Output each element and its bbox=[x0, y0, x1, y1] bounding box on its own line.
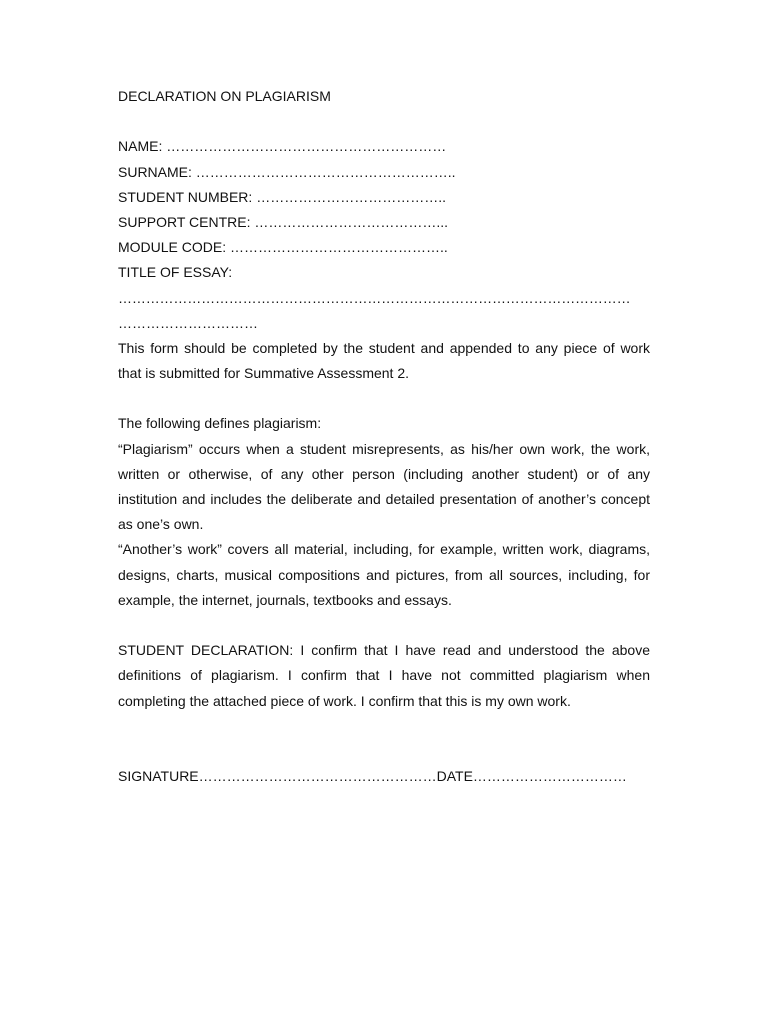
document-title: DECLARATION ON PLAGIARISM bbox=[118, 88, 331, 104]
module-code-field: MODULE CODE: ……………………………………….. bbox=[118, 239, 448, 256]
signature-date-line: SIGNATURE……………………………………………DATE…………………………… bbox=[118, 768, 627, 785]
spacer bbox=[118, 714, 650, 764]
spacer bbox=[118, 613, 650, 638]
anothers-work-definition: “Another’s work” covers all material, including, for example, written work, diagrams, designs, charts, musical compositions and pictures, from all sources, including, for example, the internet, journals, textbooks and essays. bbox=[118, 541, 650, 608]
student-declaration: STUDENT DECLARATION: I confirm that I have read and understood the above definitions of plagiarism. I confirm that I have not committed plagiarism when completing the attached piece of work. I confirm that this is my own work. bbox=[118, 642, 650, 709]
document-body bbox=[118, 84, 650, 789]
plagiarism-definition: “Plagiarism” occurs when a student misrepresents, as his/her own work, the work, written or otherwise, of any other person (including another student) or of any institution and includes the deliberate and detailed presentation of another’s concept as one’s own. bbox=[118, 440, 650, 533]
title-of-essay-label: TITLE OF ESSAY: bbox=[118, 264, 233, 281]
student-number-field: STUDENT NUMBER: ………………………………….. bbox=[118, 188, 446, 205]
surname-field: SURNAME: ……………………………………………….. bbox=[118, 163, 456, 180]
essay-title-line-2: ………………………… bbox=[118, 314, 258, 331]
instructions-paragraph: This form should be completed by the student and appended to any piece of work that is submitted for Summative Assessment 2. bbox=[118, 339, 650, 382]
essay-title-line-1: ………………………………………………………………………………………………… bbox=[118, 289, 631, 306]
support-centre-field: SUPPORT CENTRE: …………………………………... bbox=[118, 213, 449, 230]
spacer bbox=[118, 386, 650, 411]
definition-intro: The following defines plagiarism: bbox=[118, 415, 322, 432]
name-field: NAME: …………………………………………………… bbox=[118, 138, 447, 155]
